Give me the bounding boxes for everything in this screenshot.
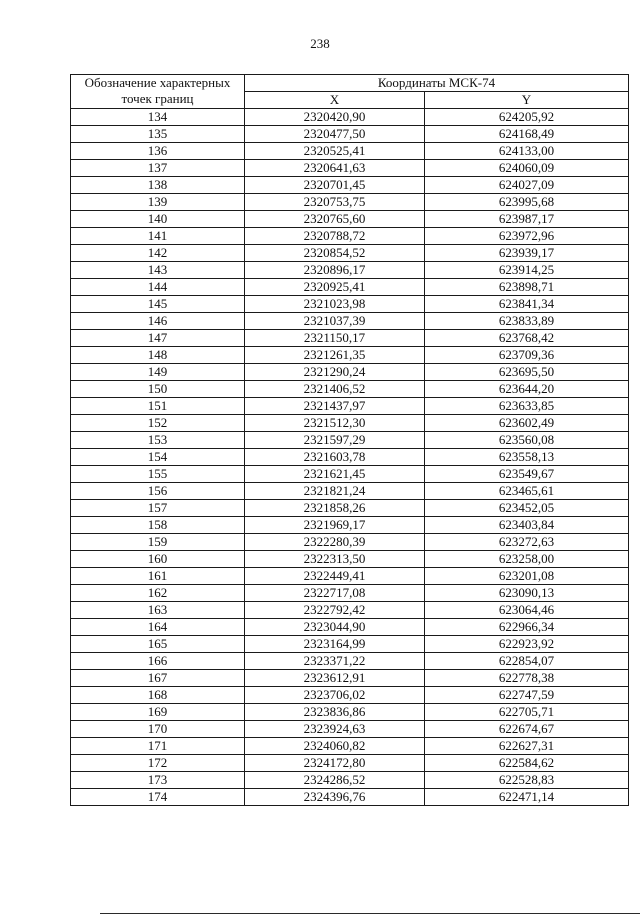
y-coordinate-cell: 623602,49 — [425, 415, 629, 432]
point-number-cell: 173 — [71, 772, 245, 789]
table-row — [71, 585, 629, 602]
x-coordinate-cell: 2321023,98 — [245, 296, 425, 313]
point-number-cell: 161 — [71, 568, 245, 585]
x-coordinate-cell: 2320925,41 — [245, 279, 425, 296]
point-number-cell: 138 — [71, 177, 245, 194]
point-number-cell: 146 — [71, 313, 245, 330]
point-number-cell: 151 — [71, 398, 245, 415]
table-row — [71, 534, 629, 551]
point-number-cell: 165 — [71, 636, 245, 653]
y-coordinate-cell: 623833,89 — [425, 313, 629, 330]
table-row — [71, 738, 629, 755]
x-coordinate-cell: 2324060,82 — [245, 738, 425, 755]
bottom-divider — [100, 913, 640, 914]
y-coordinate-cell: 623709,36 — [425, 347, 629, 364]
table-row — [71, 500, 629, 517]
table-row — [71, 160, 629, 177]
point-number-cell: 148 — [71, 347, 245, 364]
x-coordinate-cell: 2321858,26 — [245, 500, 425, 517]
point-number-cell: 159 — [71, 534, 245, 551]
x-coordinate-cell: 2321621,45 — [245, 466, 425, 483]
point-number-cell: 170 — [71, 721, 245, 738]
table-row — [71, 653, 629, 670]
x-coordinate-cell: 2321597,29 — [245, 432, 425, 449]
table-row — [71, 636, 629, 653]
table-row — [71, 415, 629, 432]
table-row — [71, 228, 629, 245]
y-coordinate-cell: 623633,85 — [425, 398, 629, 415]
point-number-cell: 158 — [71, 517, 245, 534]
y-coordinate-cell: 623914,25 — [425, 262, 629, 279]
y-coordinate-cell: 623465,61 — [425, 483, 629, 500]
y-coordinate-cell: 624027,09 — [425, 177, 629, 194]
table-row — [71, 313, 629, 330]
x-coordinate-cell: 2321261,35 — [245, 347, 425, 364]
table-row — [71, 449, 629, 466]
y-coordinate-cell: 624205,92 — [425, 109, 629, 126]
x-coordinate-cell: 2320701,45 — [245, 177, 425, 194]
point-number-cell: 171 — [71, 738, 245, 755]
y-coordinate-cell: 623939,17 — [425, 245, 629, 262]
table-row — [71, 704, 629, 721]
table-row — [71, 279, 629, 296]
x-coordinate-cell: 2322792,42 — [245, 602, 425, 619]
table-row — [71, 211, 629, 228]
table-row — [71, 483, 629, 500]
table-row — [71, 755, 629, 772]
point-number-cell: 135 — [71, 126, 245, 143]
point-number-cell: 140 — [71, 211, 245, 228]
table-row — [71, 466, 629, 483]
y-coordinate-cell: 623987,17 — [425, 211, 629, 228]
y-coordinate-cell: 622674,67 — [425, 721, 629, 738]
table-row — [71, 109, 629, 126]
x-coordinate-cell: 2322717,08 — [245, 585, 425, 602]
x-coordinate-cell: 2321512,30 — [245, 415, 425, 432]
y-coordinate-cell: 622471,14 — [425, 789, 629, 806]
y-coordinate-cell: 622854,07 — [425, 653, 629, 670]
x-coordinate-cell: 2323706,02 — [245, 687, 425, 704]
point-number-cell: 163 — [71, 602, 245, 619]
point-number-cell: 152 — [71, 415, 245, 432]
x-coordinate-cell: 2320753,75 — [245, 194, 425, 211]
table-row — [71, 432, 629, 449]
point-number-cell: 172 — [71, 755, 245, 772]
x-coordinate-cell: 2321037,39 — [245, 313, 425, 330]
table-row — [71, 143, 629, 160]
y-coordinate-cell: 624168,49 — [425, 126, 629, 143]
table-row — [71, 126, 629, 143]
y-coordinate-cell: 622627,31 — [425, 738, 629, 755]
table-row — [71, 364, 629, 381]
table-row — [71, 177, 629, 194]
table-row — [71, 772, 629, 789]
point-number-cell: 174 — [71, 789, 245, 806]
y-coordinate-cell: 623201,08 — [425, 568, 629, 585]
point-number-cell: 153 — [71, 432, 245, 449]
point-number-cell: 134 — [71, 109, 245, 126]
x-coordinate-cell: 2320477,50 — [245, 126, 425, 143]
point-number-cell: 154 — [71, 449, 245, 466]
point-number-cell: 144 — [71, 279, 245, 296]
x-coordinate-cell: 2322449,41 — [245, 568, 425, 585]
table-row — [71, 381, 629, 398]
y-coordinate-cell: 623403,84 — [425, 517, 629, 534]
y-coordinate-cell: 622705,71 — [425, 704, 629, 721]
table-header — [71, 75, 629, 109]
table-row — [71, 789, 629, 806]
table-body — [71, 109, 629, 806]
y-coordinate-cell: 624060,09 — [425, 160, 629, 177]
y-coordinate-cell: 623898,71 — [425, 279, 629, 296]
table-row — [71, 347, 629, 364]
y-coordinate-cell: 623558,13 — [425, 449, 629, 466]
point-designation-header: Обозначение характерных точек границ — [71, 75, 245, 109]
point-number-cell: 141 — [71, 228, 245, 245]
point-number-cell: 155 — [71, 466, 245, 483]
y-coordinate-cell: 623258,00 — [425, 551, 629, 568]
point-number-cell: 166 — [71, 653, 245, 670]
point-number-cell: 149 — [71, 364, 245, 381]
x-coordinate-cell: 2323836,86 — [245, 704, 425, 721]
x-coordinate-cell: 2323164,99 — [245, 636, 425, 653]
table-row — [71, 517, 629, 534]
coordinates-system-header: Координаты МСК-74 — [245, 75, 629, 92]
point-number-cell: 157 — [71, 500, 245, 517]
x-coordinate-cell: 2321406,52 — [245, 381, 425, 398]
x-coordinate-cell: 2323044,90 — [245, 619, 425, 636]
x-coordinate-cell: 2320641,63 — [245, 160, 425, 177]
table-row — [71, 330, 629, 347]
point-number-cell: 168 — [71, 687, 245, 704]
x-coordinate-cell: 2320788,72 — [245, 228, 425, 245]
y-coordinate-cell: 623768,42 — [425, 330, 629, 347]
x-coordinate-cell: 2321603,78 — [245, 449, 425, 466]
x-coordinate-cell: 2320420,90 — [245, 109, 425, 126]
y-coordinate-cell: 623644,20 — [425, 381, 629, 398]
x-coordinate-cell: 2323924,63 — [245, 721, 425, 738]
coordinates-table — [70, 74, 629, 806]
point-number-cell: 160 — [71, 551, 245, 568]
x-coordinate-cell: 2321290,24 — [245, 364, 425, 381]
y-coordinate-cell: 622966,34 — [425, 619, 629, 636]
x-coordinate-cell: 2321821,24 — [245, 483, 425, 500]
point-number-cell: 137 — [71, 160, 245, 177]
table-row — [71, 551, 629, 568]
table-row — [71, 602, 629, 619]
table-row — [71, 687, 629, 704]
y-coordinate-cell: 623995,68 — [425, 194, 629, 211]
point-number-cell: 143 — [71, 262, 245, 279]
y-coordinate-cell: 623695,50 — [425, 364, 629, 381]
table-row — [71, 194, 629, 211]
y-coordinate-cell: 622584,62 — [425, 755, 629, 772]
point-number-cell: 167 — [71, 670, 245, 687]
point-number-cell: 169 — [71, 704, 245, 721]
table-row — [71, 262, 629, 279]
point-number-cell: 156 — [71, 483, 245, 500]
x-coordinate-cell: 2320765,60 — [245, 211, 425, 228]
y-coordinate-cell: 624133,00 — [425, 143, 629, 160]
page-number: 238 — [310, 36, 330, 51]
y-coordinate-cell: 623972,96 — [425, 228, 629, 245]
x-column-header: X — [245, 92, 425, 109]
x-coordinate-cell: 2323371,22 — [245, 653, 425, 670]
y-coordinate-cell: 623841,34 — [425, 296, 629, 313]
point-number-cell: 136 — [71, 143, 245, 160]
y-coordinate-cell: 622528,83 — [425, 772, 629, 789]
x-coordinate-cell: 2323612,91 — [245, 670, 425, 687]
table-row — [71, 670, 629, 687]
x-coordinate-cell: 2322280,39 — [245, 534, 425, 551]
x-coordinate-cell: 2324396,76 — [245, 789, 425, 806]
table-row — [71, 296, 629, 313]
table-row — [71, 245, 629, 262]
x-coordinate-cell: 2324172,80 — [245, 755, 425, 772]
y-coordinate-cell: 623452,05 — [425, 500, 629, 517]
y-coordinate-cell: 623272,63 — [425, 534, 629, 551]
table-row — [71, 398, 629, 415]
x-coordinate-cell: 2320854,52 — [245, 245, 425, 262]
point-number-cell: 142 — [71, 245, 245, 262]
table-row — [71, 619, 629, 636]
point-number-cell: 139 — [71, 194, 245, 211]
table-row — [71, 568, 629, 585]
y-coordinate-cell: 623549,67 — [425, 466, 629, 483]
x-coordinate-cell: 2324286,52 — [245, 772, 425, 789]
x-coordinate-cell: 2321150,17 — [245, 330, 425, 347]
point-number-cell: 145 — [71, 296, 245, 313]
x-coordinate-cell: 2320525,41 — [245, 143, 425, 160]
y-column-header: Y — [425, 92, 629, 109]
x-coordinate-cell: 2322313,50 — [245, 551, 425, 568]
point-number-cell: 147 — [71, 330, 245, 347]
y-coordinate-cell: 623090,13 — [425, 585, 629, 602]
point-number-cell: 150 — [71, 381, 245, 398]
point-number-cell: 164 — [71, 619, 245, 636]
y-coordinate-cell: 623064,46 — [425, 602, 629, 619]
y-coordinate-cell: 622778,38 — [425, 670, 629, 687]
point-number-cell: 162 — [71, 585, 245, 602]
x-coordinate-cell: 2320896,17 — [245, 262, 425, 279]
y-coordinate-cell: 623560,08 — [425, 432, 629, 449]
y-coordinate-cell: 622747,59 — [425, 687, 629, 704]
y-coordinate-cell: 622923,92 — [425, 636, 629, 653]
x-coordinate-cell: 2321437,97 — [245, 398, 425, 415]
x-coordinate-cell: 2321969,17 — [245, 517, 425, 534]
table-row — [71, 721, 629, 738]
